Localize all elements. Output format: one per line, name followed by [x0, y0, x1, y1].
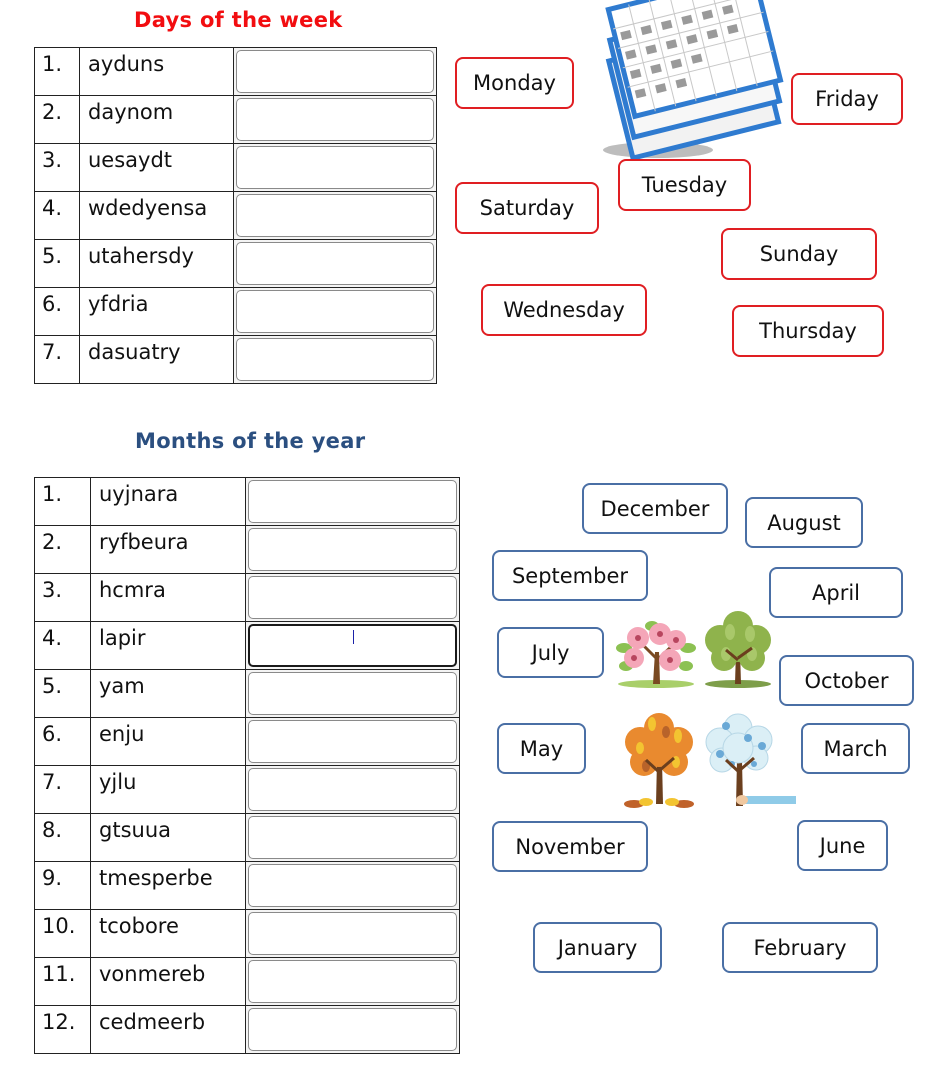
row-number: 3.	[35, 574, 91, 622]
answer-input[interactable]	[236, 290, 434, 333]
answer-input[interactable]	[236, 242, 434, 285]
days-row	[35, 48, 437, 96]
row-number: 2.	[35, 96, 80, 144]
months-row	[35, 814, 460, 862]
answer-cell	[234, 192, 437, 240]
row-number: 7.	[35, 766, 91, 814]
answer-input[interactable]	[236, 98, 434, 141]
word-chip-wednesday[interactable]: Wednesday	[481, 284, 647, 336]
answer-cell	[246, 670, 460, 718]
scrambled-word: utahersdy	[80, 240, 234, 288]
winter-tree-icon	[702, 712, 798, 810]
word-chip-may[interactable]: May	[497, 723, 586, 774]
months-table	[34, 477, 460, 1054]
days-row	[35, 336, 437, 384]
scrambled-word: dasuatry	[80, 336, 234, 384]
word-chip-june[interactable]: June	[797, 820, 888, 871]
spring-tree-icon	[612, 618, 700, 688]
text-caret	[353, 630, 355, 644]
scrambled-word: daynom	[80, 96, 234, 144]
months-row	[35, 1006, 460, 1054]
scrambled-word: tcobore	[91, 910, 246, 958]
answer-cell	[246, 814, 460, 862]
scrambled-word: hcmra	[91, 574, 246, 622]
days-row	[35, 96, 437, 144]
months-row	[35, 958, 460, 1006]
word-chip-july[interactable]: July	[497, 627, 604, 678]
row-number: 3.	[35, 144, 80, 192]
answer-input[interactable]	[236, 146, 434, 189]
word-chip-saturday[interactable]: Saturday	[455, 182, 599, 234]
answer-input[interactable]	[248, 672, 457, 715]
answer-input[interactable]	[248, 1008, 457, 1051]
answer-input[interactable]	[236, 194, 434, 237]
days-row	[35, 240, 437, 288]
answer-cell	[246, 862, 460, 910]
months-row	[35, 862, 460, 910]
row-number: 1.	[35, 478, 91, 526]
answer-input[interactable]	[248, 768, 457, 811]
row-number: 11.	[35, 958, 91, 1006]
row-number: 4.	[35, 192, 80, 240]
answer-cell	[234, 48, 437, 96]
answer-input[interactable]	[248, 912, 457, 955]
row-number: 7.	[35, 336, 80, 384]
word-chip-august[interactable]: August	[745, 497, 863, 548]
row-number: 10.	[35, 910, 91, 958]
days-row	[35, 144, 437, 192]
scrambled-word: wdedyensa	[80, 192, 234, 240]
scrambled-word: uyjnara	[91, 478, 246, 526]
answer-input[interactable]	[236, 338, 434, 381]
answer-cell	[246, 526, 460, 574]
word-chip-monday[interactable]: Monday	[455, 57, 574, 109]
scrambled-word: uesaydt	[80, 144, 234, 192]
word-chip-tuesday[interactable]: Tuesday	[618, 159, 751, 211]
row-number: 9.	[35, 862, 91, 910]
answer-input[interactable]	[248, 528, 457, 571]
answer-input[interactable]	[248, 720, 457, 763]
word-chip-january[interactable]: January	[533, 922, 662, 973]
months-row	[35, 910, 460, 958]
answer-input[interactable]	[248, 576, 457, 619]
answer-cell	[246, 1006, 460, 1054]
days-row	[35, 192, 437, 240]
days-title: Days of the week	[134, 8, 343, 32]
scrambled-word: yjlu	[91, 766, 246, 814]
days-row	[35, 288, 437, 336]
answer-cell	[246, 910, 460, 958]
answer-cell	[246, 718, 460, 766]
scrambled-word: lapir	[91, 622, 246, 670]
row-number: 12.	[35, 1006, 91, 1054]
answer-input[interactable]	[248, 624, 457, 667]
scrambled-word: ayduns	[80, 48, 234, 96]
word-chip-thursday[interactable]: Thursday	[732, 305, 884, 357]
answer-cell	[246, 622, 460, 670]
days-table	[34, 47, 437, 384]
autumn-tree-icon	[622, 710, 696, 810]
scrambled-word: vonmereb	[91, 958, 246, 1006]
word-chip-april[interactable]: April	[769, 567, 903, 618]
months-title: Months of the year	[135, 429, 366, 453]
months-row	[35, 574, 460, 622]
scrambled-word: yfdria	[80, 288, 234, 336]
answer-input[interactable]	[236, 50, 434, 93]
answer-input[interactable]	[248, 864, 457, 907]
word-chip-february[interactable]: February	[722, 922, 878, 973]
calendar-icon	[598, 0, 808, 160]
answer-cell	[246, 958, 460, 1006]
word-chip-september[interactable]: September	[492, 550, 648, 601]
row-number: 5.	[35, 670, 91, 718]
months-row	[35, 670, 460, 718]
word-chip-october[interactable]: October	[779, 655, 914, 706]
answer-cell	[234, 144, 437, 192]
months-row	[35, 526, 460, 574]
scrambled-word: tmesperbe	[91, 862, 246, 910]
word-chip-march[interactable]: March	[801, 723, 910, 774]
answer-input[interactable]	[248, 480, 457, 523]
row-number: 4.	[35, 622, 91, 670]
scrambled-word: ryfbeura	[91, 526, 246, 574]
summer-tree-icon	[700, 610, 775, 688]
row-number: 6.	[35, 288, 80, 336]
answer-input[interactable]	[248, 816, 457, 859]
months-row	[35, 718, 460, 766]
word-chip-friday[interactable]: Friday	[791, 73, 903, 125]
scrambled-word: enju	[91, 718, 246, 766]
row-number: 5.	[35, 240, 80, 288]
answer-cell	[246, 766, 460, 814]
word-chip-sunday[interactable]: Sunday	[721, 228, 877, 280]
word-chip-december[interactable]: December	[582, 483, 728, 534]
word-chip-november[interactable]: November	[492, 821, 648, 872]
row-number: 2.	[35, 526, 91, 574]
months-row	[35, 622, 460, 670]
answer-cell	[234, 288, 437, 336]
scrambled-word: cedmeerb	[91, 1006, 246, 1054]
answer-cell	[234, 336, 437, 384]
months-row	[35, 766, 460, 814]
row-number: 8.	[35, 814, 91, 862]
row-number: 1.	[35, 48, 80, 96]
answer-cell	[246, 574, 460, 622]
scrambled-word: yam	[91, 670, 246, 718]
answer-cell	[246, 478, 460, 526]
months-row	[35, 478, 460, 526]
answer-input[interactable]	[248, 960, 457, 1003]
answer-cell	[234, 96, 437, 144]
scrambled-word: gtsuua	[91, 814, 246, 862]
row-number: 6.	[35, 718, 91, 766]
answer-cell	[234, 240, 437, 288]
